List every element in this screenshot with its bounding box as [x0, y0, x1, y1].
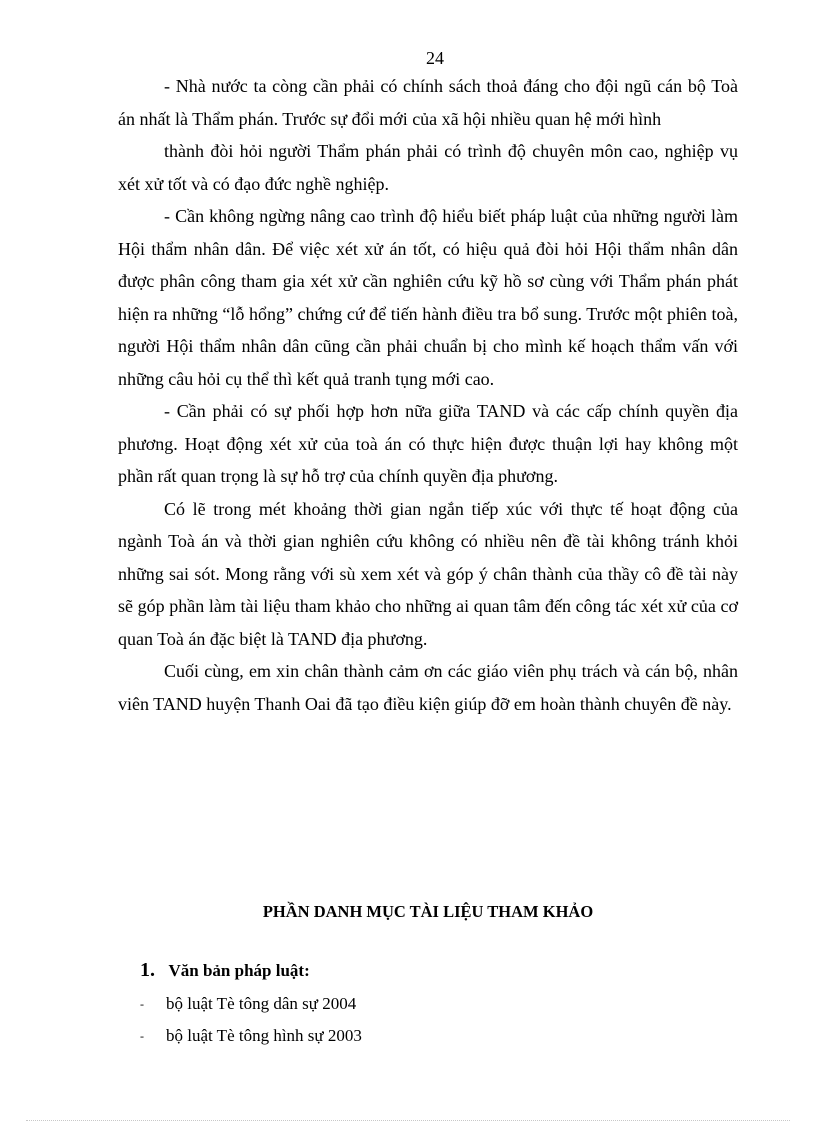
references-heading: PHẦN DANH MỤC TÀI LIỆU THAM KHẢO	[262, 902, 594, 921]
paragraph-court-staff-policy: - Nhà nước ta còng cần phải có chính sách thoả đáng cho đội ngũ cán bộ Toà án nhất là Thẩm phán. Trước sự đổi mới của xã hội nhiều quan hệ mới hình	[118, 76, 738, 129]
paragraph-lay-assessors: - Cần không ngừng nâng cao trình độ hiểu biết pháp luật của những người làm Hội thẩm nhân dân. Để việc xét xử án tốt, có hiệu quả đòi hỏi Hội thẩm nhân dân được phân công tham gia xét xử cần nghiên cứu kỹ hồ sơ cùng với Thẩm phán phát hiện ra những “lỗ hổng” chứng cứ để tiến hành điều tra bổ sung. Trước một phiên toà, người Hội thẩm nhân dân cũng cần phải chuẩn bị cho mình kế hoạch thẩm vấn với những câu hỏi cụ thể thì kết quả tranh tụng mới cao.	[118, 206, 738, 389]
document-body	[118, 70, 738, 720]
paragraph-acknowledgement: Cuối cùng, em xin chân thành cảm ơn các giáo viên phụ trách và cán bộ, nhân viên TAND huyện Thanh Oai đã tạo điều kiện giúp đỡ em hoàn thành chuyên đề này.	[118, 661, 738, 714]
list-item	[140, 988, 362, 1020]
paragraph-judge-qualifications: thành đòi hỏi người Thẩm phán phải có trình độ chuyên môn cao, nghiệp vụ xét xử tốt và có đạo đức nghề nghiệp.	[118, 141, 738, 194]
references-list	[140, 988, 362, 1052]
bullet-dash: -	[140, 997, 144, 1011]
page-number: 24	[426, 48, 444, 68]
references-section-heading	[140, 958, 310, 983]
section-number: 1.	[140, 959, 155, 981]
section-label: Văn bản pháp luật:	[168, 961, 310, 980]
paragraph-local-coordination: - Cần phải có sự phối hợp hơn nữa giữa TAND và các cấp chính quyền địa phương. Hoạt động xét xử của toà án có thực hiện được thuận lợi hay không một phần rất quan trọng là sự hỗ trợ của chính quyền địa phương.	[118, 401, 738, 486]
reference-item-text: bộ luật Tè tông dân sự 2004	[166, 994, 357, 1013]
paragraph-limitations: Có lẽ trong mét khoảng thời gian ngắn tiếp xúc với thực tế hoạt động của ngành Toà án và thời gian nghiên cứu không có nhiều nên đề tài không tránh khỏi những sai sót. Mong rằng với sù xem xét và góp ý chân thành của thầy cô đề tài này sẽ góp phần làm tài liệu tham khảo cho những ai quan tâm đến công tác xét xử của cơ quan Toà án đặc biệt là TAND địa phương.	[118, 498, 738, 649]
reference-item-text: bộ luật Tè tông hình sự 2003	[166, 1026, 362, 1045]
bullet-dash: -	[140, 1029, 144, 1043]
footer-divider	[26, 1120, 790, 1121]
list-item	[140, 1020, 362, 1052]
